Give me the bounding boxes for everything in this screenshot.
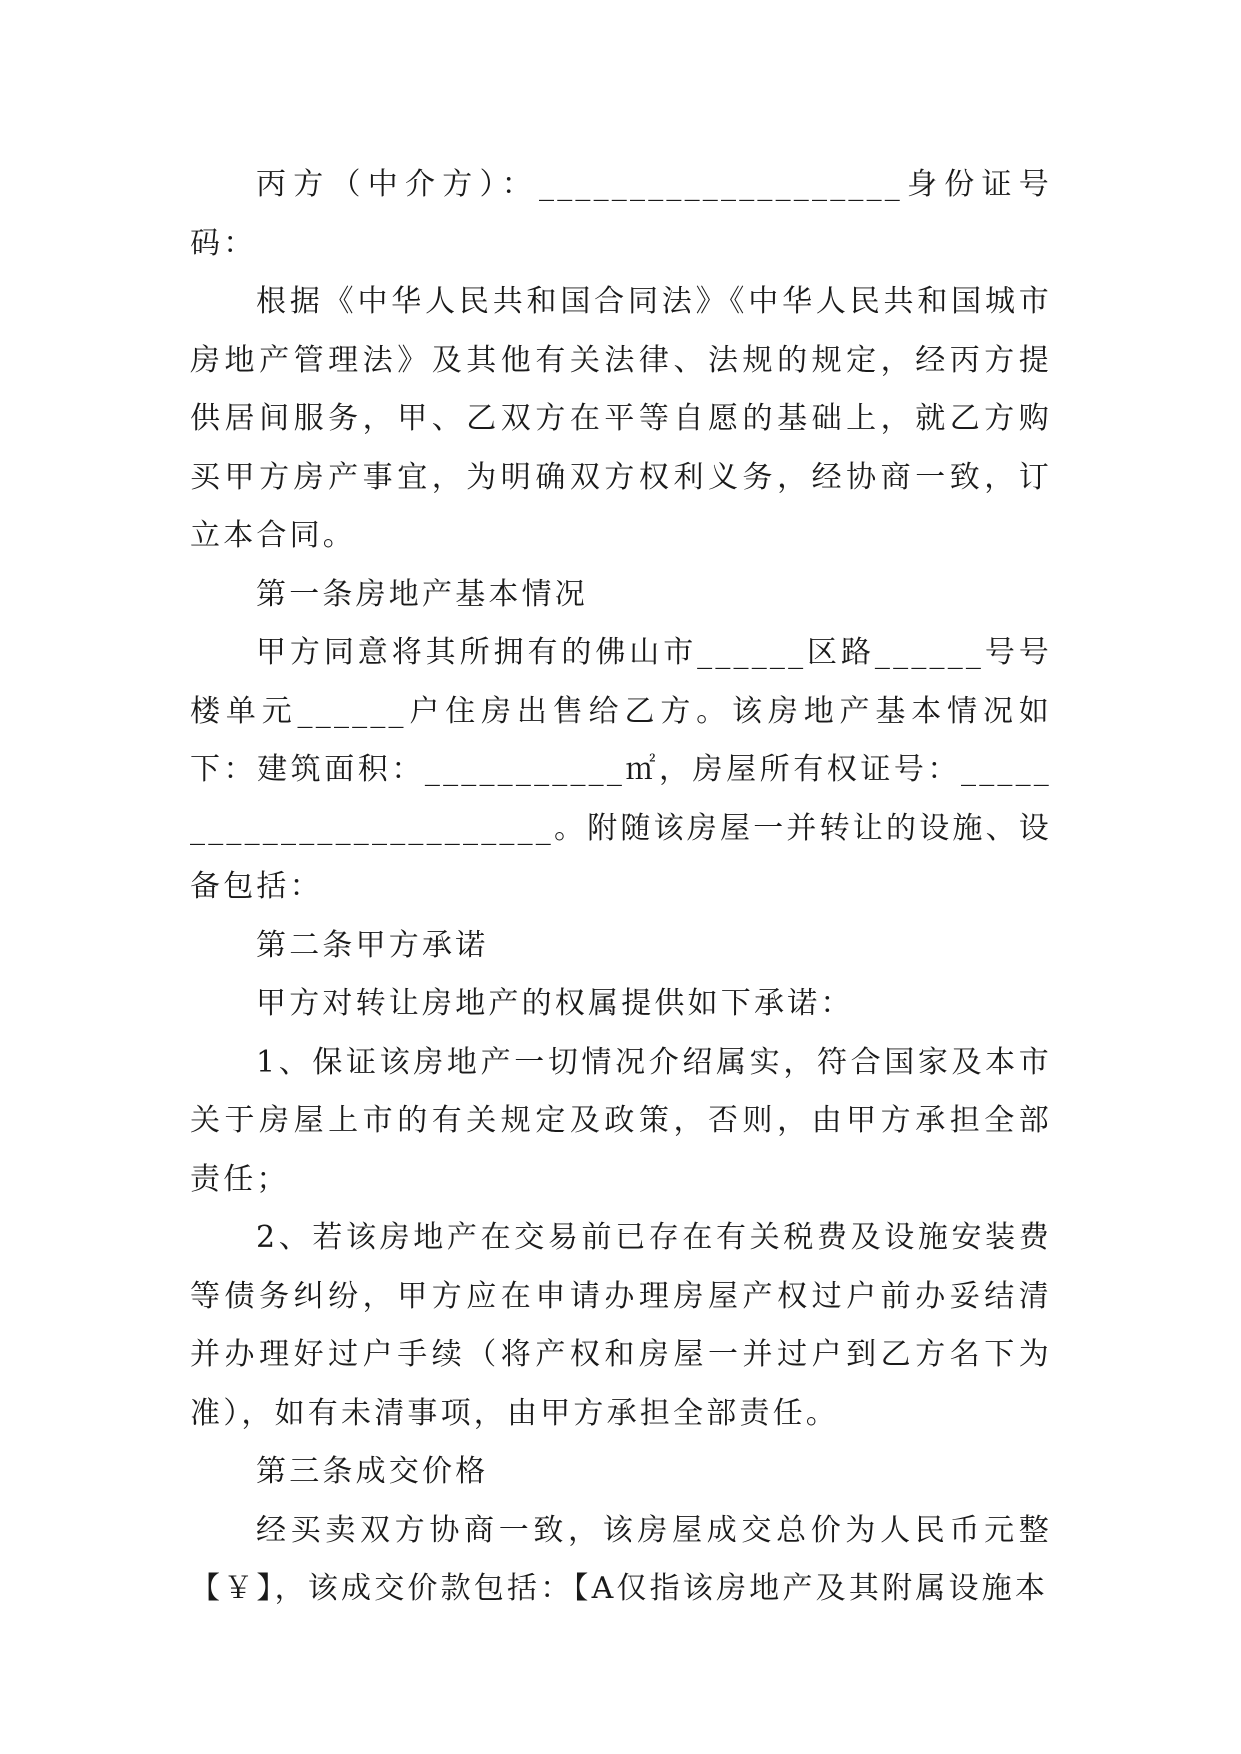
article-3-heading: 第三条成交价格 xyxy=(256,1454,489,1489)
article-2-item-2: 2、若该房地产在交易前已存在有关税费及设施安装费等债务纠纷，甲方应在申请办理房屋产权过户前办妥结清并办理好过户手续（将产权和房屋一并过户到乙方名下为准），如有未清事项，由甲方承担全部责任。 xyxy=(190,1220,1052,1431)
contract-body xyxy=(190,156,1052,1619)
article-3-body: 经买卖双方协商一致，该房屋成交总价为人民币元整【￥】，该成交价款包括：【A仅指该房地产及其附属设施本 xyxy=(190,1512,1052,1606)
article-1-body: 甲方同意将其所拥有的佛山市______区路______号号楼单元______户住房出售给乙方。该房地产基本情况如下：建筑面积：___________㎡，房屋所有权证号：_________________________。附随该房屋一并转让的设施、设备包括： xyxy=(190,635,1052,904)
contract-preamble: 根据《中华人民共和国合同法》《中华人民共和国城市房地产管理法》及其他有关法律、法规的规定，经丙方提供居间服务，甲、乙双方在平等自愿的基础上，就乙方购买甲方房产事宜，为明确双方权利义务，经协商一致，订立本合同。 xyxy=(190,284,1052,553)
article-1-heading: 第一条房地产基本情况 xyxy=(256,576,588,612)
intermediary-party-line: 丙方（中介方）：____________________身份证号码： xyxy=(190,167,1052,261)
article-2-item-1: 1、保证该房地产一切情况介绍属实，符合国家及本市关于房屋上市的有关规定及政策，否则，由甲方承担全部责任； xyxy=(190,1044,1052,1197)
article-2-intro: 甲方对转让房地产的权属提供如下承诺： xyxy=(256,986,854,1021)
article-2-heading: 第二条甲方承诺 xyxy=(256,927,489,963)
